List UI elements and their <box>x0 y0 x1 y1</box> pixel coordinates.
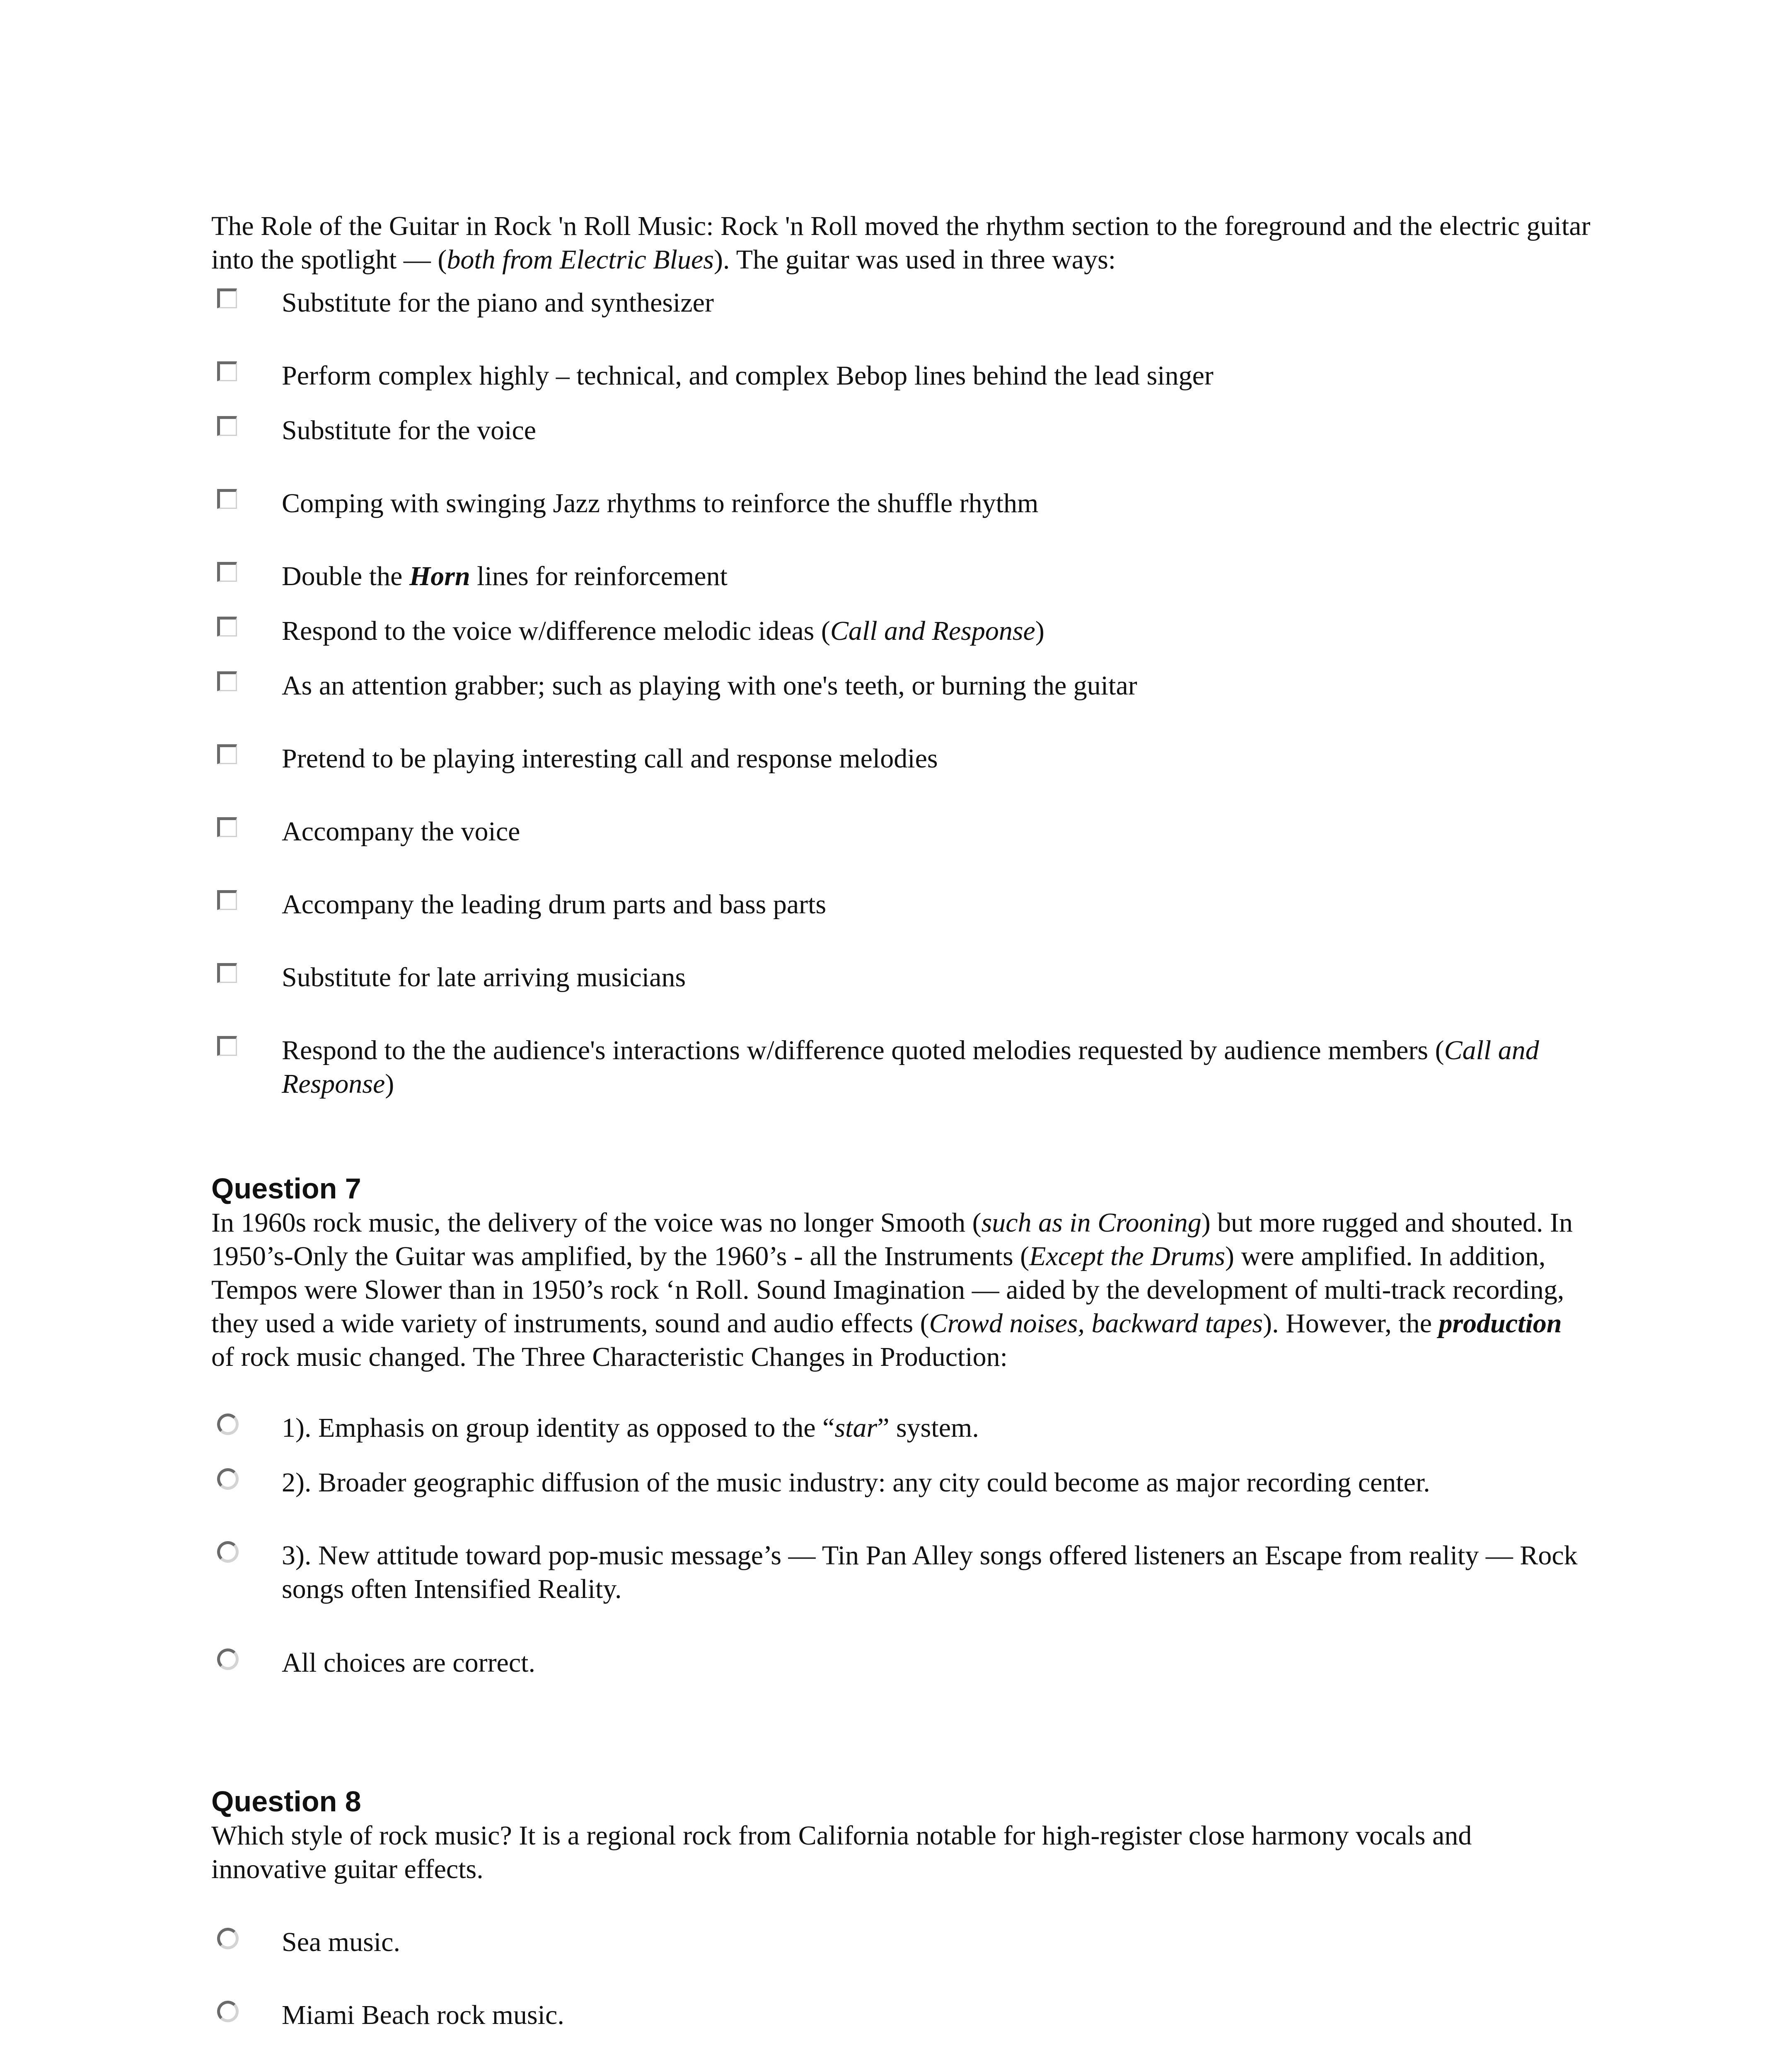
question-8-text: Which style of rock music? It is a regional rock from California notable for high-register close harmony vocals and innovative guitar effects. <box>211 1820 1472 1884</box>
option-label: Miami Beach rock music. <box>282 2000 564 2030</box>
checkbox[interactable] <box>217 288 237 308</box>
radio-button[interactable] <box>217 1414 239 1435</box>
radio-button[interactable] <box>217 1468 239 1490</box>
option-label: Substitute for the voice <box>282 415 537 445</box>
checkbox[interactable] <box>217 416 237 436</box>
radio-button[interactable] <box>217 2001 239 2022</box>
checkbox[interactable] <box>217 489 237 509</box>
option-label: 2). Broader geographic diffusion of the music industry: any city could become as major recording center. <box>282 1467 1430 1498</box>
radio-button[interactable] <box>217 1648 239 1670</box>
option-label: Respond to the voice w/difference melodic ideas (Call and Response) <box>282 616 1044 646</box>
checkbox[interactable] <box>217 890 237 910</box>
radio-button[interactable] <box>217 1541 239 1563</box>
checkbox[interactable] <box>217 817 237 837</box>
option-label: Accompany the voice <box>282 816 520 847</box>
option-label: 3). New attitude toward pop-music message’s — Tin Pan Alley songs offered listeners an Escape from reality — Rock songs often Intensified Reality. <box>282 1540 1578 1604</box>
option-label: Pretend to be playing interesting call and response melodies <box>282 743 938 774</box>
checkbox[interactable] <box>217 361 237 381</box>
option-label: Substitute for late arriving musicians <box>282 962 686 992</box>
checkbox[interactable] <box>217 562 237 582</box>
option-label: Substitute for the piano and synthesizer <box>282 288 714 318</box>
option-label: Comping with swinging Jazz rhythms to reinforce the shuffle rhythm <box>282 488 1039 518</box>
intro-text: The Role of the Guitar in Rock 'n Roll Music: Rock 'n Roll moved the rhythm section to the foreground and the electric guitar into the spotlight — ( <box>211 211 1591 275</box>
intro-italic: both from Electric Blues <box>447 244 714 275</box>
intro-text-end: ). The guitar was used in three ways: <box>713 244 1116 275</box>
intro-paragraph <box>211 209 1591 276</box>
question-8-heading: Question 8 <box>211 1785 361 1818</box>
option-label: Respond to the the audience's interactions w/difference quoted melodies requested by audience members (Call and Response) <box>282 1035 1539 1099</box>
option-label: Accompany the leading drum parts and bass parts <box>282 889 827 920</box>
option-label: Perform complex highly – technical, and complex Bebop lines behind the lead singer <box>282 361 1214 391</box>
checkbox[interactable] <box>217 963 237 983</box>
option-label: All choices are correct. <box>282 1648 535 1678</box>
checkbox[interactable] <box>217 617 237 637</box>
option-label: Double the Horn lines for reinforcement <box>282 561 728 591</box>
option-label: Sea music. <box>282 1927 400 1957</box>
question-7-heading: Question 7 <box>211 1172 361 1205</box>
option-label: 1). Emphasis on group identity as opposed to the “star” system. <box>282 1413 979 1443</box>
option-label: As an attention grabber; such as playing with one's teeth, or burning the guitar <box>282 670 1137 701</box>
question-7-text: In 1960s rock music, the delivery of the voice was no longer Smooth (such as in Crooning) but more rugged and shouted. In 1950’s-Only the Guitar was amplified, by the 1960’s - all the Instruments (Except the Drums) were amplified. In addition, Tempos were Slower than in 1950’s rock ‘n Roll. Sound Imagination — aided by the development of multi-track recording, they used a wide variety of instruments, sound and audio effects (Crowd noises, backward tapes). However, the production of rock music changed. The Three Characteristic Changes in Production: <box>211 1208 1573 1372</box>
checkbox[interactable] <box>217 671 237 691</box>
radio-button[interactable] <box>217 1928 239 1949</box>
checkbox[interactable] <box>217 744 237 764</box>
checkbox[interactable] <box>217 1036 237 1056</box>
